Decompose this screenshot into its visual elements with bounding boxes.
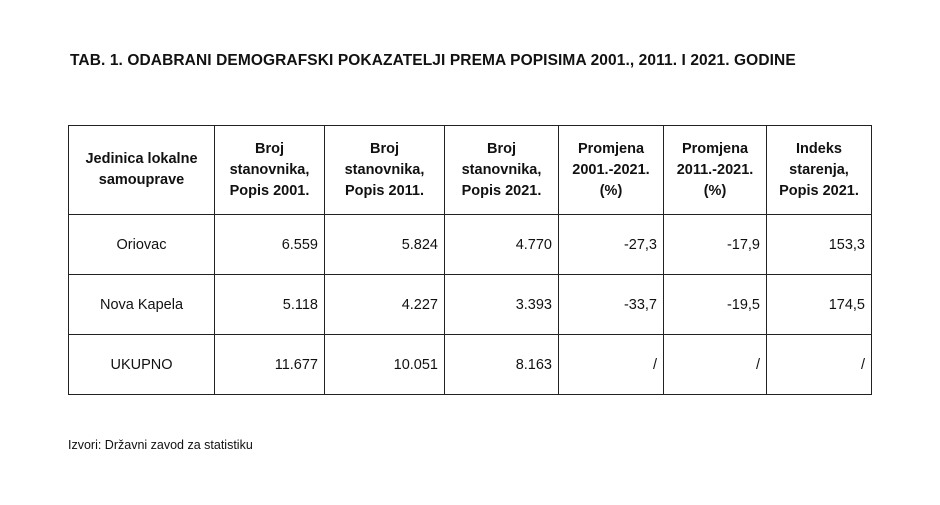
table-cell: 5.824 [325, 215, 445, 275]
table-cell: 11.677 [215, 335, 325, 395]
header-cell-population-2021: Broj stanovnika, Popis 2021. [445, 126, 559, 215]
table-title: TAB. 1. ODABRANI DEMOGRAFSKI POKAZATELJI PREMA POPISIMA 2001., 2011. I 2021. GODINE [70, 52, 796, 69]
table-row [69, 275, 872, 335]
table-cell: 3.393 [445, 275, 559, 335]
table-cell: 4.227 [325, 275, 445, 335]
header-cell-municipality: Jedinica lokalne samouprave [69, 126, 215, 215]
table-cell: Oriovac [69, 215, 215, 275]
header-cell-aging-index: Indeks starenja, Popis 2021. [767, 126, 872, 215]
table-cell: Nova Kapela [69, 275, 215, 335]
table-row [69, 215, 872, 275]
table-cell: 153,3 [767, 215, 872, 275]
header-cell-population-2011: Broj stanovnika, Popis 2011. [325, 126, 445, 215]
table-cell: 4.770 [445, 215, 559, 275]
header-row [69, 126, 872, 215]
table-cell: 10.051 [325, 335, 445, 395]
header-cell-change-2001-2021: Promjena 2001.-2021. (%) [559, 126, 664, 215]
header-cell-change-2011-2021: Promjena 2011.-2021. (%) [664, 126, 767, 215]
table-cell: -27,3 [559, 215, 664, 275]
table-cell: 6.559 [215, 215, 325, 275]
header-cell-population-2001: Broj stanovnika, Popis 2001. [215, 126, 325, 215]
table-row-total [69, 335, 872, 395]
table-cell: 174,5 [767, 275, 872, 335]
table-cell: UKUPNO [69, 335, 215, 395]
table-cell: -19,5 [664, 275, 767, 335]
table-cell: 5.118 [215, 275, 325, 335]
table-cell: 8.163 [445, 335, 559, 395]
table-cell: / [767, 335, 872, 395]
source-note: Izvori: Državni zavod za statistiku [68, 438, 253, 452]
table-cell: / [559, 335, 664, 395]
table-cell: -17,9 [664, 215, 767, 275]
table-cell: -33,7 [559, 275, 664, 335]
demographic-table [68, 125, 872, 395]
table-cell: / [664, 335, 767, 395]
